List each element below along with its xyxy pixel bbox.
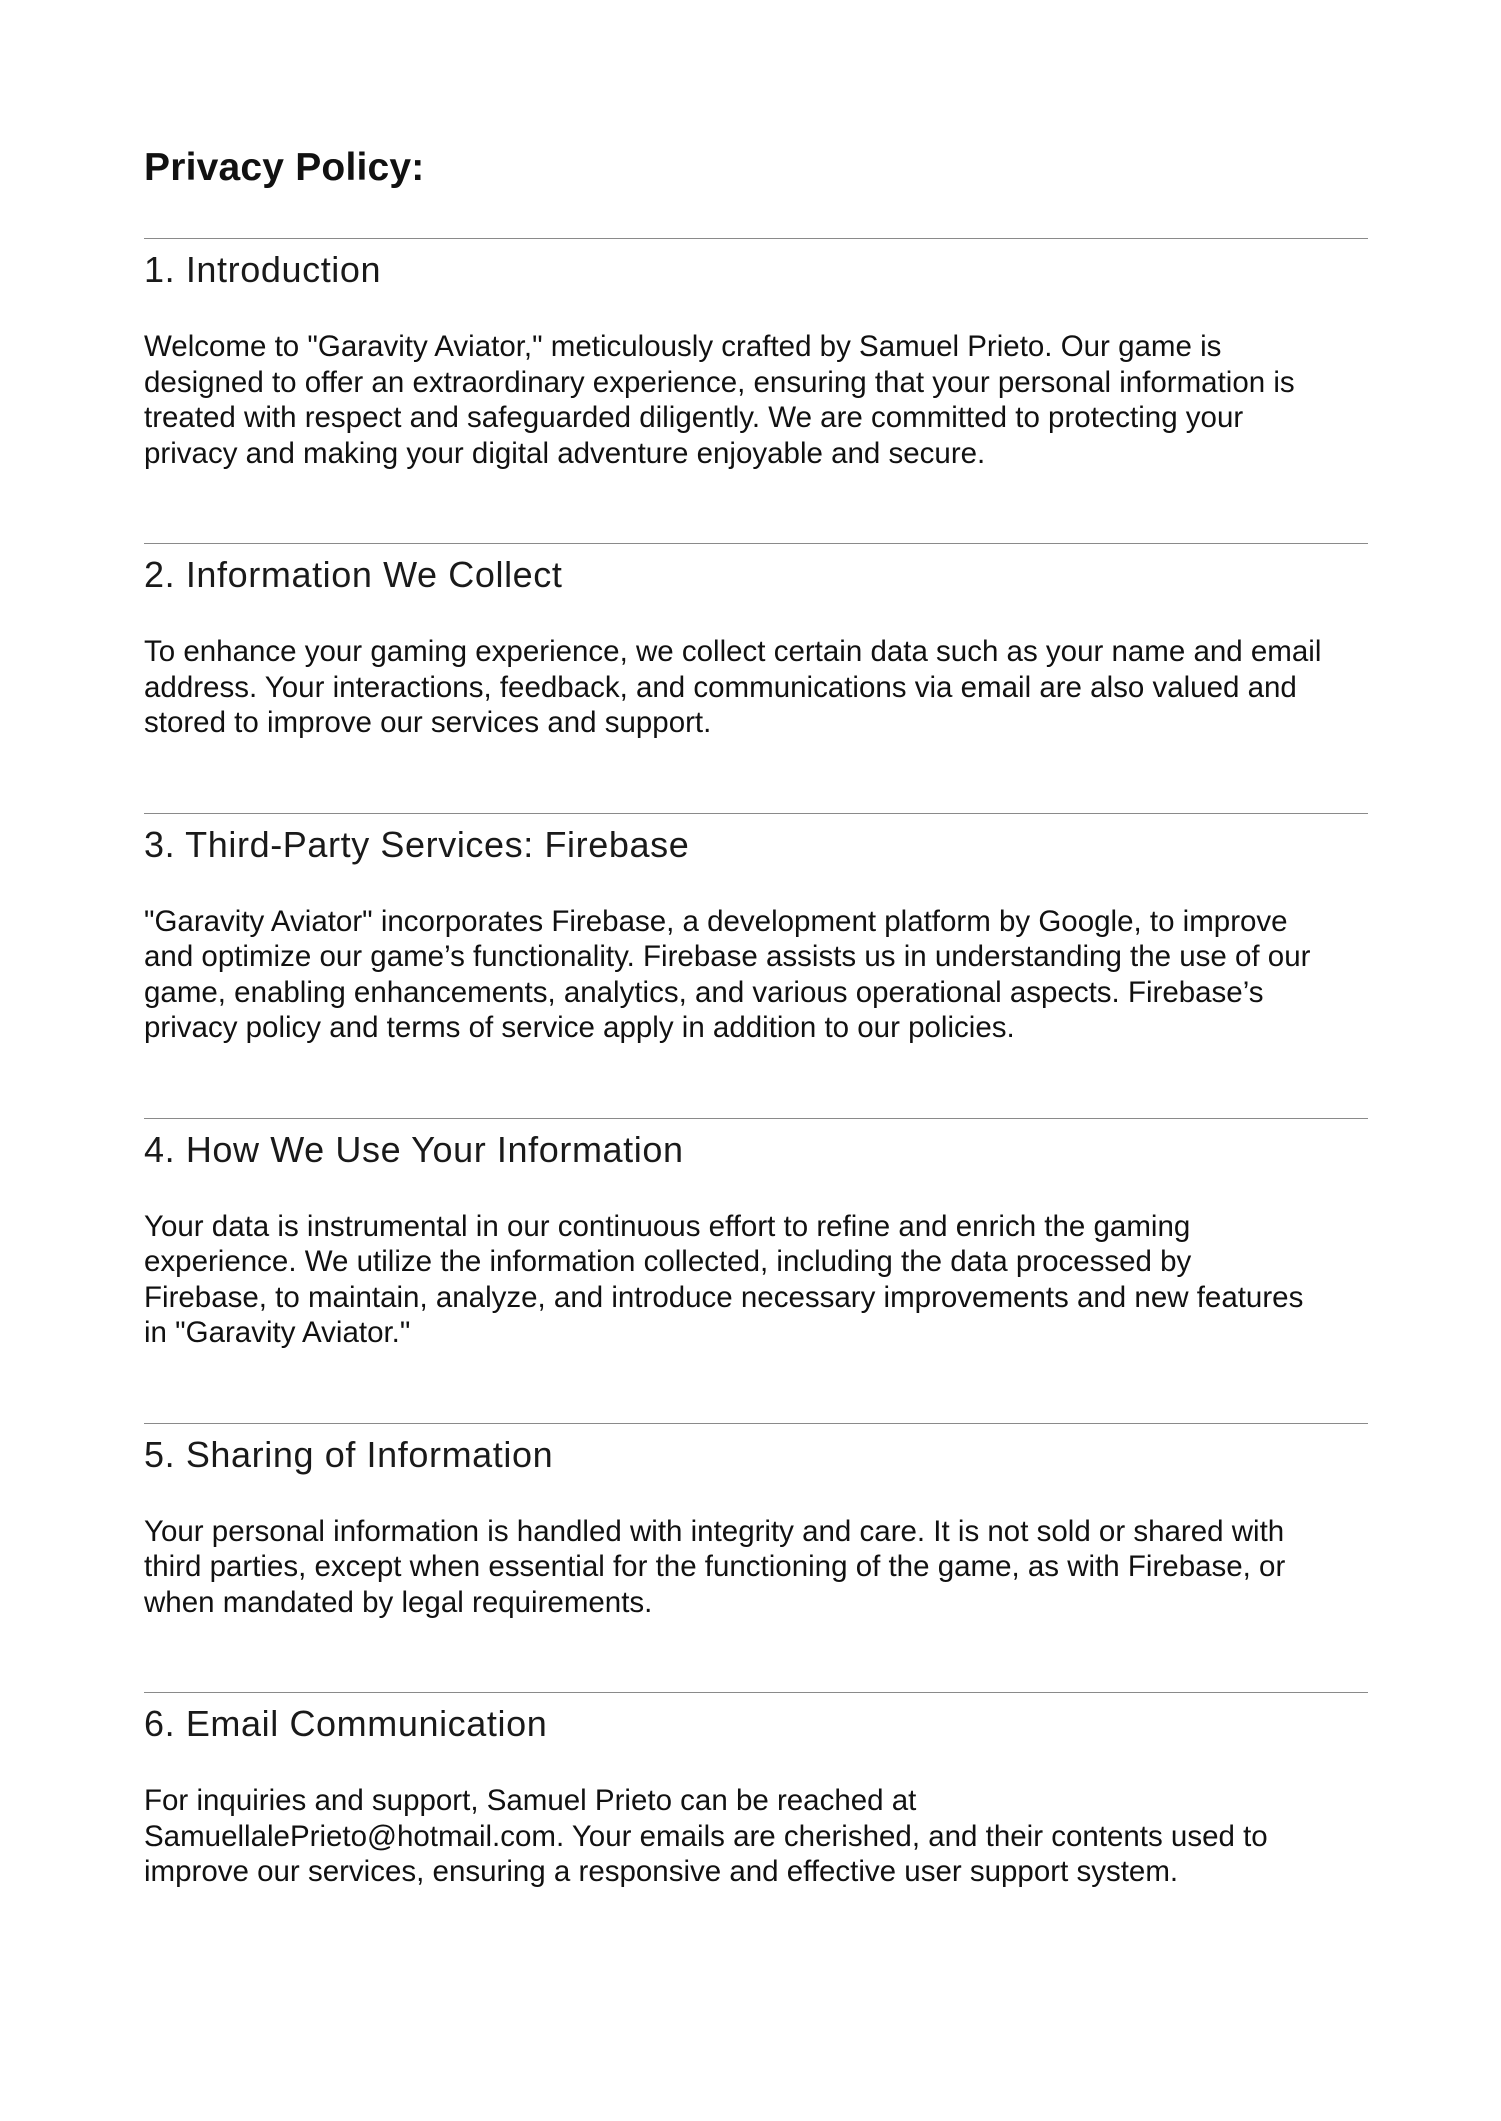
body-line: third parties, except when essential for the functioning of the game, as with Firebase, or: [144, 1550, 1286, 1583]
section-heading: 2. Information We Collect: [144, 554, 563, 595]
section-divider: [144, 1118, 1368, 1119]
body-line: For inquiries and support, Samuel Prieto can be reached at: [144, 1784, 917, 1817]
body-line: To enhance your gaming experience, we collect certain data such as your name and email: [144, 635, 1322, 668]
body-line: Your personal information is handled with integrity and care. It is not sold or shared with: [144, 1514, 1285, 1548]
section-body: [144, 1783, 1368, 1890]
section-heading: 4. How We Use Your Information: [144, 1128, 684, 1170]
body-line: privacy policy and terms of service apply in addition to our policies.: [144, 1011, 1015, 1044]
body-line: Your data is instrumental in our continuous effort to refine and enrich the gaming: [144, 1209, 1191, 1243]
section-introduction: [144, 238, 1368, 471]
section-body: [144, 634, 1368, 741]
body-line: Firebase, to maintain, analyze, and introduce necessary improvements and new features: [144, 1280, 1304, 1314]
body-line: in "Garavity Aviator.": [144, 1316, 411, 1349]
body-line: and optimize our game’s functionality. Firebase assists us in understanding the use of our: [144, 940, 1311, 973]
section-heading: 3. Third-Party Services: Firebase: [144, 823, 690, 865]
body-line: designed to offer an extraordinary experience, ensuring that your personal information is: [144, 365, 1295, 399]
body-line: experience. We utilize the information collected, including the data processed by: [144, 1245, 1192, 1278]
privacy-policy-page: [144, 140, 1368, 1890]
section-divider: [144, 543, 1368, 544]
body-line: "Garavity Aviator" incorporates Firebase, a development platform by Google, to improve: [144, 904, 1288, 938]
section-heading: 1. Introduction: [144, 249, 382, 290]
body-line: privacy and making your digital adventure enjoyable and secure.: [144, 436, 986, 470]
section-divider: [144, 238, 1368, 239]
section-information-we-collect: [144, 543, 1368, 741]
body-line: address. Your interactions, feedback, and communications via email are also valued and: [144, 670, 1297, 704]
section-divider: [144, 1692, 1368, 1693]
section-heading: 5. Sharing of Information: [144, 1433, 554, 1475]
section-body: [144, 329, 1368, 471]
body-line: stored to improve our services and support.: [144, 706, 712, 739]
section-third-party-services: [144, 813, 1368, 1046]
section-sharing-of-information: [144, 1423, 1368, 1621]
section-heading: 6. Email Communication: [144, 1703, 548, 1744]
section-body: [144, 1514, 1368, 1621]
body-line: Welcome to "Garavity Aviator," meticulously crafted by Samuel Prieto. Our game is: [144, 330, 1222, 363]
section-email-communication: [144, 1692, 1368, 1890]
body-line: treated with respect and safeguarded diligently. We are committed to protecting your: [144, 401, 1244, 434]
section-body: [144, 1209, 1368, 1351]
body-line: improve our services, ensuring a responsive and effective user support system.: [144, 1855, 1179, 1888]
body-line: game, enabling enhancements, analytics, and various operational aspects. Firebase’s: [144, 975, 1264, 1009]
section-how-we-use-information: [144, 1118, 1368, 1351]
body-line: when mandated by legal requirements.: [144, 1585, 653, 1619]
policy-sections: [144, 238, 1368, 1890]
section-divider: [144, 813, 1368, 814]
section-divider: [144, 1423, 1368, 1424]
page-title: Privacy Policy:: [144, 146, 425, 189]
body-line-email: SamuellalePrieto@hotmail.com. Your emails are cherished, and their contents used to: [144, 1819, 1268, 1853]
section-body: [144, 904, 1368, 1046]
